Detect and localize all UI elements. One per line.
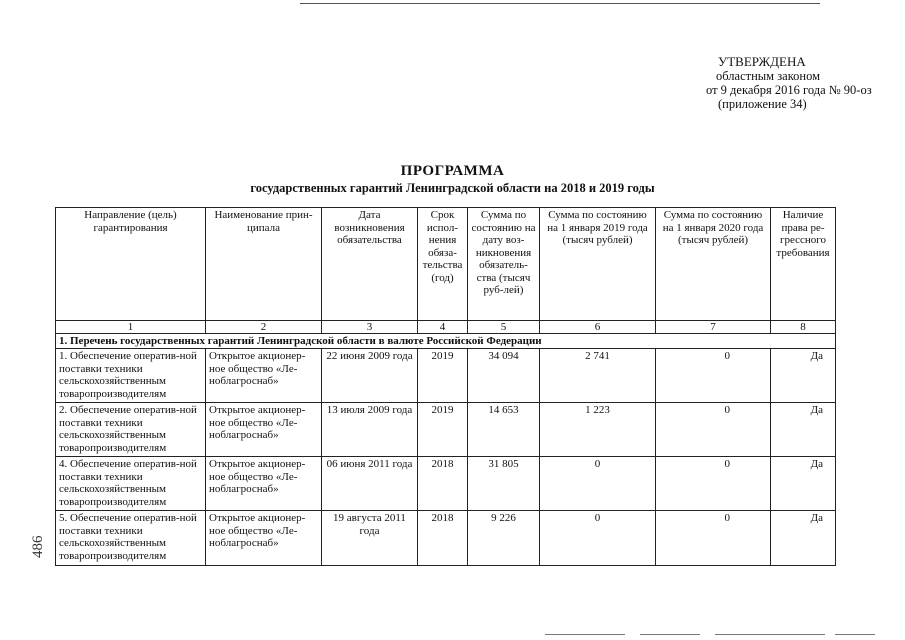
- sum-start-cell: 31 805: [468, 457, 540, 511]
- column-number: 4: [418, 321, 468, 334]
- bottom-scan-line: [715, 634, 825, 635]
- page-stamp: 486: [30, 535, 46, 558]
- sum-2020-cell: 0: [656, 457, 771, 511]
- column-number-row: [56, 321, 836, 334]
- sum-start-cell: 34 094: [468, 349, 540, 403]
- principal-cell: Открытое акционер-ное общество «Ле-ноблагроснаб»: [206, 403, 322, 457]
- header-cell: Направление (цель) гарантирования: [56, 208, 206, 321]
- column-number: 2: [206, 321, 322, 334]
- date-cell: 06 июня 2011 года: [322, 457, 418, 511]
- sum-2020-cell: 0: [656, 511, 771, 566]
- date-cell: 19 августа 2011 года: [322, 511, 418, 566]
- term-cell: 2019: [418, 403, 468, 457]
- document-title: ПРОГРАММА: [400, 163, 505, 179]
- header-cell: Срок испол-нения обяза-тельства (год): [418, 208, 468, 321]
- column-number: 5: [468, 321, 540, 334]
- approval-block: [706, 55, 872, 111]
- purpose-cell: 2. Обеспечение оператив-ной поставки техники сельскохозяйственным товаропроизводителям: [56, 403, 206, 457]
- header-cell: Сумма по состоянию на 1 января 2020 года (тысяч рублей): [656, 208, 771, 321]
- term-cell: 2019: [418, 349, 468, 403]
- principal-cell: Открытое акционер-ное общество «Ле-ноблагроснаб»: [206, 349, 322, 403]
- sum-2020-cell: 0: [656, 403, 771, 457]
- date-cell: 22 июня 2009 года: [322, 349, 418, 403]
- sum-start-cell: 9 226: [468, 511, 540, 566]
- sum-2019-cell: 0: [540, 511, 656, 566]
- regress-cell: Да: [771, 457, 836, 511]
- principal-cell: Открытое акционер-ное общество «Ле-ноблагроснаб»: [206, 511, 322, 566]
- term-cell: 2018: [418, 457, 468, 511]
- column-number: 3: [322, 321, 418, 334]
- column-number: 7: [656, 321, 771, 334]
- column-number: 8: [771, 321, 836, 334]
- document-subtitle: государственных гарантий Ленинградской области на 2018 и 2019 годы: [250, 181, 655, 195]
- approval-date: от 9 декабря 2016 года № 90-оз: [706, 83, 872, 97]
- purpose-cell: 1. Обеспечение оператив-ной поставки техники сельскохозяйственным товаропроизводителям: [56, 349, 206, 403]
- term-cell: 2018: [418, 511, 468, 566]
- bottom-scan-line: [545, 634, 625, 635]
- header-cell: Наименование прин-ципала: [206, 208, 322, 321]
- approval-title: УТВЕРЖДЕНА: [718, 54, 806, 69]
- regress-cell: Да: [771, 349, 836, 403]
- bottom-scan-line: [835, 634, 875, 635]
- header-cell: Наличие права ре-грессного требования: [771, 208, 836, 321]
- sum-2019-cell: 1 223: [540, 403, 656, 457]
- section-header-row: [56, 334, 836, 349]
- sum-2020-cell: 0: [656, 349, 771, 403]
- table-header-row: [56, 208, 836, 321]
- date-cell: 13 июля 2009 года: [322, 403, 418, 457]
- document-title-block: [0, 163, 905, 196]
- approval-appendix: (приложение 34): [718, 97, 807, 111]
- top-scan-line: [300, 3, 820, 4]
- table-row: [56, 511, 836, 566]
- regress-cell: Да: [771, 403, 836, 457]
- principal-cell: Открытое акционер-ное общество «Ле-ноблагроснаб»: [206, 457, 322, 511]
- header-cell: Дата возникновения обязательства: [322, 208, 418, 321]
- table-row: [56, 349, 836, 403]
- table-row: [56, 403, 836, 457]
- guarantees-table: [55, 207, 836, 566]
- column-number: 1: [56, 321, 206, 334]
- table-row: [56, 457, 836, 511]
- column-number: 6: [540, 321, 656, 334]
- purpose-cell: 5. Обеспечение оператив-ной поставки техники сельскохозяйственным товаропроизводителям: [56, 511, 206, 566]
- header-cell: Сумма по состоянию на дату воз-никновения обязатель-ства (тысяч руб-лей): [468, 208, 540, 321]
- bottom-scan-line: [640, 634, 700, 635]
- purpose-cell: 4. Обеспечение оператив-ной поставки техники сельскохозяйственным товаропроизводителям: [56, 457, 206, 511]
- header-cell: Сумма по состоянию на 1 января 2019 года (тысяч рублей): [540, 208, 656, 321]
- regress-cell: Да: [771, 511, 836, 566]
- approval-law: областным законом: [716, 69, 821, 83]
- sum-2019-cell: 0: [540, 457, 656, 511]
- section-title: 1. Перечень государственных гарантий Ленинградской области в валюте Российской Федерации: [56, 334, 836, 349]
- sum-start-cell: 14 653: [468, 403, 540, 457]
- sum-2019-cell: 2 741: [540, 349, 656, 403]
